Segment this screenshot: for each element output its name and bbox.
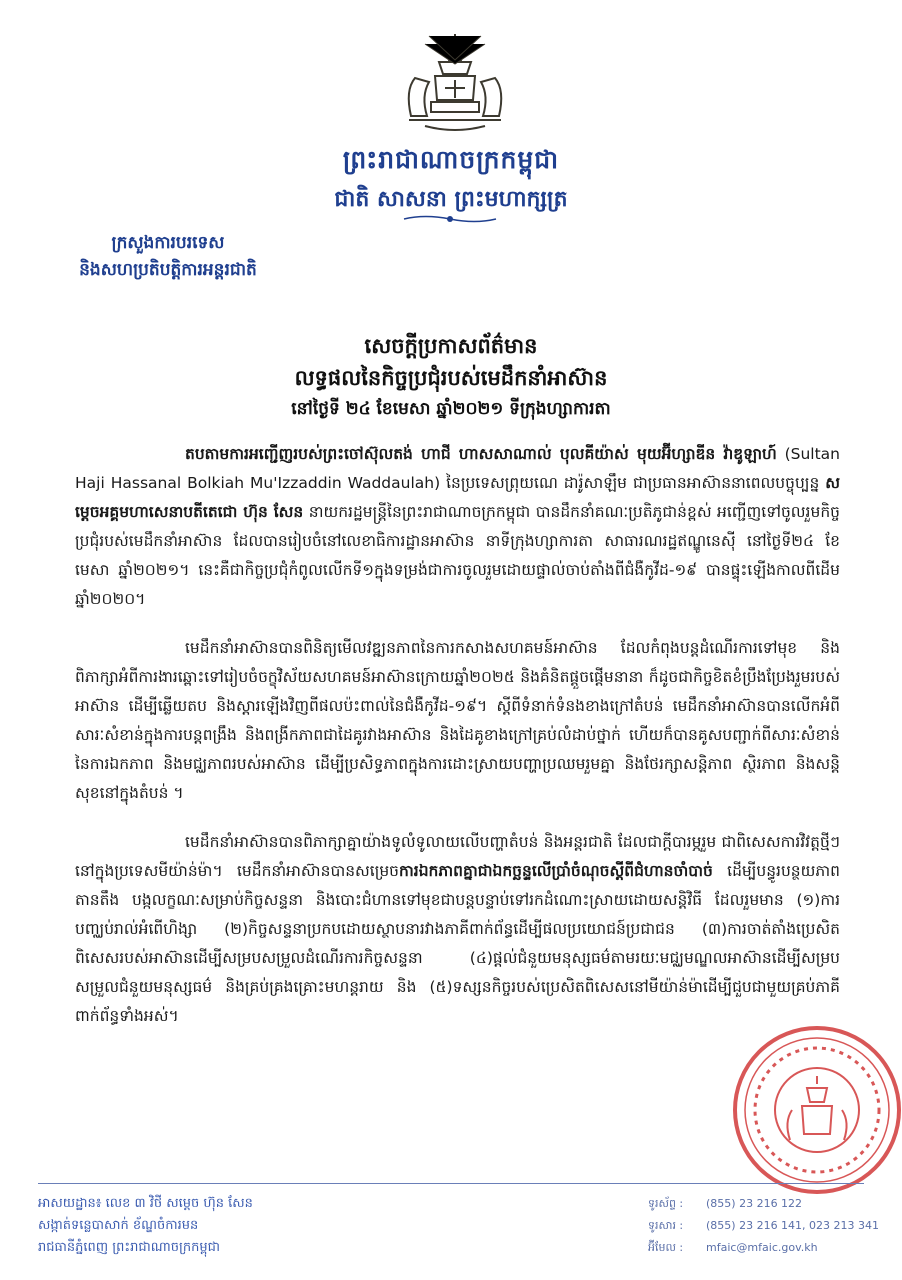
national-motto: ជាតិ សាសនា ព្រះមហាក្សត្រ <box>334 187 568 212</box>
address-line1: អាសយដ្ឋាន៖ លេខ ៣ វិថី សម្តេច ហ៊ុន សែន <box>38 1196 253 1211</box>
footer-address <box>38 1193 458 1259</box>
email-row <box>648 1237 878 1259</box>
p3-start: មេដឹកនាំអាស៊ានបានពិភាក្សាគ្នាយ៉ាងទូលំទូលាយលើបញ្ហាតំបន់ និងអន្តរជាតិ ដែលជាក្តីបារម្ភរួម ជាពិសេសការវិវត្តថ្មីៗនៅក្នុងប្រទេសមីយ៉ាន់ម៉ា។ មេដឹកនាំអាស៊ានបានសម្រេច <box>75 833 840 880</box>
fax-value: (855) 23 216 141, 023 213 341 <box>706 1219 880 1232</box>
footer-contacts <box>648 1193 878 1259</box>
phone-row <box>648 1193 878 1215</box>
email-value[interactable]: mfaic@mfaic.gov.kh <box>706 1241 818 1254</box>
address-line3: រាជធានីភ្នំពេញ ព្រះរាជាណាចក្រកម្ពុជា <box>38 1240 220 1255</box>
fax-label: ទូរសារ : <box>648 1219 684 1232</box>
email-label: អ៊ីមែល : <box>648 1241 684 1254</box>
ornament-divider-icon <box>400 212 500 226</box>
p1-latin-name: (Sultan Haji Hassanal Bolkiah Mu'Izzaddin Waddaulah) <box>75 445 840 492</box>
footer-divider <box>38 1183 864 1184</box>
document-body <box>75 440 840 1051</box>
title-line2: លទ្ធផលនៃកិច្ចប្រជុំរបស់មេដឹកនាំអាស៊ាន <box>294 366 608 390</box>
official-seal-icon <box>712 1010 902 1200</box>
ministry-line2: និងសហប្រតិបត្តិការអន្តរជាតិ <box>79 260 257 280</box>
phone-value: (855) 23 216 122 <box>706 1197 803 1210</box>
kingdom-header <box>300 145 602 217</box>
p1-bold-pm: សម្តេចអគ្គមហាសេនាបតីតេជោ ហ៊ុន សែន <box>75 474 840 521</box>
ministry-line1: ក្រសួងការបរទេស <box>111 233 225 253</box>
p3-bold: ការឯកភាពគ្នាជាឯកច្ឆន្ទលើប្រាំចំណុចស្តីពីជំហានចាំបាច់ <box>399 862 713 880</box>
phone-label: ទូរស័ព្ទ : <box>648 1197 684 1210</box>
title-line1: សេចក្តីប្រកាសព័ត៌មាន <box>364 334 538 358</box>
document-title <box>200 330 702 424</box>
kingdom-name: ព្រះរាជាណាចក្រកម្ពុជា <box>342 145 560 174</box>
paragraph-2: មេដឹកនាំអាស៊ានបានពិនិត្យមើលវឌ្ឍនភាពនៃការកសាងសហគមន៍អាស៊ាន ដែលកំពុងបន្តដំណើរការទៅមុខ និងពិភាក្សាអំពីការងារឆ្ពោះទៅរៀបចំចក្ខុវិស័យសហគមន៍អាស៊ានក្រោយឆ្នាំ២០២៥ និងគំនិតផ្តួចផ្តើមនានា ក៏ដូចជាកិច្ចខិតខំប្រឹងប្រែងរួមរបស់អាស៊ាន ដើម្បីឆ្លើយតប និងស្តារឡើងវិញពីផលប៉ះពាល់នៃជំងឺកូវីដ-១៩។ ស្តីពីទំនាក់ទំនងខាងក្រៅតំបន់ មេដឹកនាំអាស៊ានបានលើកអំពីសារៈសំខាន់ក្នុងការបន្តពង្រឹង និងពង្រីកភាពជាដៃគូរវាងអាស៊ាន និងដៃគូខាងក្រៅគ្រប់លំដាប់ថ្នាក់ ហើយក៏បានគូសបញ្ជាក់ពីសារៈសំខាន់នៃការឯកភាព និងមជ្ឈភាពរបស់អាស៊ាន ដើម្បីប្រសិទ្ធភាពក្នុងការដោះស្រាយបញ្ហាប្រឈមរួមគ្នា និងថែរក្សាសន្តិភាព ស្ថិរភាព និងសន្តិសុខនៅក្នុងតំបន់ ។ <box>75 639 840 802</box>
paragraph-1 <box>75 440 840 614</box>
address-line2: សង្កាត់ទន្លេបាសាក់ ខ័ណ្ឌចំការមន <box>38 1218 199 1233</box>
p1-mid: នៃប្រទេសព្រុយណេ ដារ៉ូសាឡឹម ជាប្រធានអាស៊ាននាពេលបច្ចុប្បន្ន <box>446 474 826 492</box>
paragraph-3 <box>75 828 840 1031</box>
fax-row <box>648 1215 878 1237</box>
royal-coat-of-arms-icon <box>395 30 515 135</box>
p1-rest: នាយករដ្ឋមន្ត្រីនៃព្រះរាជាណាចក្រកម្ពុជា បានដឹកនាំគណៈប្រតិភូជាន់ខ្ពស់ អញ្ជើញទៅចូលរួមកិច្ចប្រជុំរបស់មេដឹកនាំអាស៊ាន ដែលបានរៀបចំនៅលេខាធិការដ្ឋានអាស៊ាន នាទីក្រុងហ្សាការតា សាធារណរដ្ឋឥណ្ឌូនេស៊ី នៅថ្ងៃទី២៤ ខែមេសា ឆ្នាំ២០២១។ នេះគឺជាកិច្ចប្រជុំកំពូលលើកទី១ក្នុងទម្រង់ជាការចូលរួមដោយផ្ទាល់ចាប់តាំងពីជំងឺកូវីដ-១៩ បានផ្ទុះឡើងកាលពីដើមឆ្នាំ២០២០។ <box>75 503 840 608</box>
p1-bold-start: តបតាមការអញ្ជើញរបស់ព្រះចៅស៊ុលតង់ ហាជី ហាសសាណាល់ បុលគីយ៉ាស់ មុយអ៊ីហ្សាឌីន វ៉ាឌូឡាហ៍ <box>185 445 777 463</box>
p3-rest: ដើម្បីបន្ធូរបន្ថយភាពតានតឹង បង្កលក្ខណៈសម្រាប់កិច្ចសន្ទនា និងបោះជំហានទៅមុខជាបន្តបន្ទាប់ទៅរកដំណោះស្រាយដោយសន្តិវិធី ដែលរួមមាន (១)ការបញ្ឈប់រាល់អំពើហិង្សា (២)កិច្ចសន្ទនាប្រកបដោយស្ថាបនារវាងភាគីពាក់ព័ន្ធដើម្បីផលប្រយោជន៍ប្រជាជន (៣)ការចាត់តាំងប្រេសិតពិសេសរបស់អាស៊ានដើម្បីសម្របសម្រួលដំណើរការកិច្ចសន្ទនា (៤)ផ្តល់ជំនួយមនុស្សធម៌តាមរយៈមជ្ឈមណ្ឌលអាស៊ានដើម្បីសម្របសម្រួលជំនួយមនុស្សធម៌ និងគ្រប់គ្រងគ្រោះមហន្តរាយ និង (៥)ទស្សនកិច្ចរបស់ប្រេសិតពិសេសនៅមីយ៉ាន់ម៉ាដើម្បីជួបជាមួយគ្រប់ភាគីពាក់ព័ន្ធទាំងអស់។ <box>75 862 840 1025</box>
ministry-name <box>38 230 298 284</box>
title-date-line: នៅថ្ងៃទី ២៤ ខែមេសា ឆ្នាំ២០២១ ទីក្រុងហ្សាការតា <box>291 399 611 419</box>
